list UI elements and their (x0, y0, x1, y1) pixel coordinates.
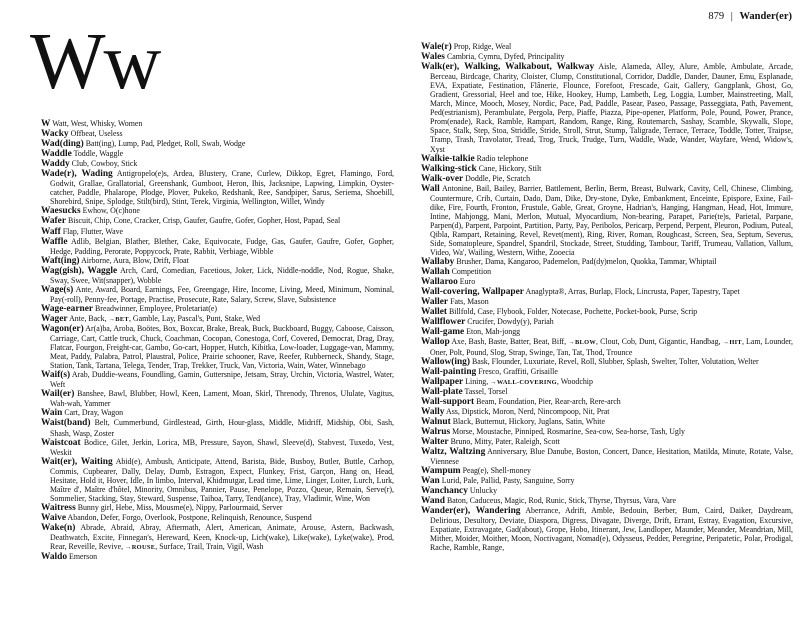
dictionary-entry (41, 216, 394, 226)
entry-body: Radio telephone (476, 153, 529, 163)
entry-body: Abid(e), Ambush, Anticipate, Attend, Barista, Bide, Busboy, Butler, Buttle, Carhop, Commis, Cupbearer, Dally, Delay, Dumb, Estragon, Expect, Flunkey, Frist, Garçon, Hang on, Head, Hesitate, Hold it, Hover, Idle, In limbo, Interval, Khidmutgar, Lead time, Lime, Linger, Loiter, Lurch, Lurk, Maître d', Maître d'hôtel, Minority, Omnibus, Pannier, Pause, Penelope, Pozzo, Queue, Remain, Serve(r), Sommelier, Stacking, Stay, Steward, Suspense, Taihoa, Tarry, Tend(ance), Tray, Vladimir, Wine, Won (50, 456, 394, 503)
dictionary-entry (421, 317, 793, 327)
entry-body: Lining, →WALL-COVERING, Woodchip (465, 376, 593, 386)
entry-body: Antigropelo(e)s, Ardea, Blustery, Crane, Curlew, Dikkop, Egret, Flamingo, Ford, Godwit, Grallae, Grallatorial, Greenshank, Gumboot, Heron, Ibis, Jacksnipe, Lapwing, Limpkin, Oyster-catcher, Paddle, Phalarope, Plodge, Plover, Pukeko, Redshank, Ree, Sandpiper, Sarus, Seriema, Shoebill, Shorebird, Snipe, Splodge, Stilt(bird), Stint, Terek, Virginia, Wellington, Willet, Windy (50, 169, 394, 207)
dictionary-entry (421, 377, 793, 387)
dictionary-entry (421, 357, 793, 367)
entry-body: Prop, Ridge, Weal (453, 42, 512, 51)
entry-body: Bask, Flounder, Luxuriate, Revel, Roll, Slubber, Splash, Swelter, Tolter, Volutation, Welter (471, 356, 759, 366)
dictionary-entry (41, 552, 394, 562)
entry-body: Arch, Card, Comedian, Facetious, Joker, Lick, Niddle-noddle, Nod, Rogue, Shake, Sway, Swee, Wit(snapper), Wobble (50, 265, 394, 285)
entry-body: Ar(a)ba, Aroba, Boötes, Box, Boxcar, Brake, Break, Buck, Buckboard, Buggy, Caboose, Caisson, Carriage, Cart, Cattle truck, Chuck, Coachman, Cocopan, Conestoga, Corf, Covered, Democrat, Drag, Dray, Flatcar, Fourgon, Freight-car, Gambo, Go-cart, Hopper, Hutch, Kibitka, Low-loader, Luggage-van, Mammy, Meat, Paddy, Palabra, Patrol, Plaustral, Police, Prairie schooner, Rave, Reefer, Rubberneck, Shandy, Stage, Station, Tank, Tartana, Telega, Tender, Trap, Trekker, Truck, Van, Victoria, Wain, Water, Winnebago (50, 323, 394, 371)
entry-body: Anniversary, Blue Danube, Boston, Concert, Dance, Hesitation, Matilda, Minute, Rotate, Valse, Viennese (430, 446, 793, 467)
entry-body: Bunny girl, Hebe, Miss, Mousme(e), Nippy, Parlourmaid, Server (77, 502, 283, 512)
dictionary-entry (421, 257, 793, 267)
entry-headword: Wander(er), Wandering (421, 506, 521, 517)
dictionary-entry (41, 523, 394, 552)
dictionary-entry (421, 267, 793, 277)
entry-headword: Wale(r) (421, 42, 452, 52)
dictionary-entry (421, 184, 793, 257)
dictionary-entry (421, 506, 793, 552)
entry-headword: Wain (41, 408, 63, 419)
dictionary-entry (41, 503, 394, 513)
entry-headword: Walkie-talkie (421, 153, 475, 164)
entry-body: Abandon, Defer, Forgo, Overlook, Postpone, Relinquish, Renounce, Suspend (67, 512, 312, 522)
entry-headword: Wagon(er) (41, 323, 84, 334)
entry-body: Biscuit, Chip, Cone, Cracker, Crisp, Gaufer, Gaufre, Gofer, Gopher, Host, Papad, Seal (67, 216, 341, 226)
dictionary-entry (421, 427, 793, 437)
dictionary-entry (421, 486, 793, 496)
entry-headword: Wally (421, 406, 445, 417)
dictionary-entry (421, 62, 793, 153)
entry-headword: Wager (41, 313, 68, 324)
entry-body: Competition (451, 267, 492, 277)
dictionary-entry (421, 52, 793, 62)
entry-headword: Wallop (421, 337, 450, 348)
dictionary-entry (41, 227, 394, 237)
dictionary-entry (41, 324, 394, 370)
entry-body: Belt, Cummerbund, Girdlestead, Girth, Hour-glass, Middle, Midriff, Midship, Obi, Sash, Shash, Wasp, Zoster (50, 418, 394, 438)
dictionary-entry (41, 266, 394, 285)
entry-body: Cambria, Cymru, Dyfed, Principality (446, 52, 565, 62)
entry-body: Offbeat, Useless (70, 129, 123, 139)
entry-headword: Waistcoat (41, 437, 81, 448)
entry-headword: Wallaby (421, 257, 455, 268)
left-column (41, 119, 394, 562)
entry-body: Cane, Hickory, Stilt (478, 163, 542, 173)
entry-body: Axe, Bash, Baste, Batter, Beat, Biff, →BLOW, Clout, Cob, Dunt, Gigantic, Handbag, →HIT, Lam, Lounder, Oner, Polt, Pound, Slog, Strap, Swinge, Tan, Tat, Thod, Trounce (430, 337, 793, 357)
dictionary-entry (41, 408, 394, 418)
entry-body: Bruno, Mitty, Pater, Raleigh, Scott (450, 436, 560, 446)
entry-body: Cart, Dray, Wagon (64, 408, 124, 418)
entry-headword: Wall-plate (421, 386, 463, 397)
header-separator: | (730, 11, 733, 22)
entry-headword: Wand (421, 496, 445, 507)
entry-body: Flap, Flutter, Wave (62, 226, 124, 236)
cross-reference: →WALL-COVERING (490, 378, 557, 386)
entry-body: Billfold, Case, Flybook, Folder, Notecase, Pochette, Pocket-book, Purse, Scrip (449, 307, 698, 317)
entry-body: Doddle, Pie, Scratch (465, 173, 531, 183)
entry-body: Aisle, Alameda, Alley, Alure, Amble, Ambulate, Arcade, Berceau, Birdcage, Charity, Cloister, Clump, Constitutional, Corridor, Daddle, Dander, Dauner, Emu, Esplanade, EVA, Expatiate, Festination, Flânerie, Flounce, Forefoot, Frescade, Gait, Gallery, Gangplank, Ghost, Go, Gradient, Gressorial, Heel and toe, Hike, Hookey, Hump, Lambeth, Leg, Loggia, Lumber, Mainstreeting, Mall, March, Mince, Mooch, Mosey, Nordic, Pace, Pad, Paddle, Pasear, Paseo, Passage, Passeggiata, Path, Pavement, Ped(estrianism), Perambulate, Pergola, Perp, Piaffe, Piazza, Pipe-opener, Platform, Pole, Pound, Power, Prance, Prom(enade), Rack, Ramble, Rampart, Random, Range, Ring, Routemarch, Sashay, Scamble, Skywalk, Slope, Space, Stalk, Step, Stoa, Striddle, Stride, Stroll, Strut, Stump, Taligrade, Terrace, Terrace, Toddle, Totter, Traipse, Tramp, Trash, Travolator, Tread, Trog, Truck, Trudge, Turn, Waddle, Wade, Wander, Wayfare, Wend, Widow's, Xyst (430, 62, 793, 154)
dictionary-entry (41, 169, 394, 206)
entry-body: Club, Cowboy, Stick (71, 159, 138, 169)
dictionary-entry (421, 307, 793, 317)
entry-headword: Waist(band) (41, 418, 91, 429)
entry-body: Tassel, Torsel (464, 386, 508, 396)
dictionary-entry (421, 277, 793, 287)
entry-body: Black, Butternut, Hickory, Juglans, Satin, White (452, 416, 605, 426)
entry-headword: Walter (421, 436, 449, 447)
entry-headword: Walrus (421, 426, 451, 437)
entry-body: Airborne, Aura, Blow, Drift, Float (81, 255, 189, 265)
entry-headword: Walnut (421, 416, 451, 427)
dictionary-entry (41, 370, 394, 389)
entry-body: Anaglypta®, Arras, Burlap, Flock, Lincrusta, Paper, Tapestry, Tapet (525, 287, 740, 297)
dictionary-entry (421, 154, 793, 164)
entry-headword: Waif(s) (41, 370, 71, 381)
dictionary-entry (421, 297, 793, 307)
entry-body: Ewhow, O(c)hone (82, 206, 140, 216)
entry-body: Ass, Dipstick, Moron, Nerd, Nincompoop, Nit, Prat (446, 406, 610, 416)
entry-headword: Wake(n) (41, 522, 76, 533)
entry-headword: Wad(ding) (41, 139, 84, 150)
entry-body: Toddle, Waggle (73, 149, 124, 159)
entry-headword: Wanchancy (421, 486, 468, 497)
entry-headword: Wag(gish), Waggle (41, 265, 118, 276)
entry-headword: Waft(ing) (41, 255, 80, 266)
dictionary-entry (41, 119, 394, 129)
dictionary-entry (41, 304, 394, 314)
right-column (421, 42, 793, 552)
entry-body: Ante, Award, Board, Earnings, Fee, Greengage, Hire, Income, Living, Meed, Minimum, Nominal, Pay(-roll), Penny-fee, Portage, Practise, Prosecute, Rate, Salary, Screw, Slave, Subsistence (50, 284, 394, 304)
entry-headword: Wacky (41, 129, 69, 140)
entry-body: Aberrance, Adrift, Amble, Bedouin, Berber, Bum, Caird, Daiker, Daydream, Delirious, Desultory, Deviate, Diaspora, Digress, Divagate, Diverge, Drift, Errant, Estray, Evagation, Excursive, Expatiate, Extravagate, Gad(about), Grope, Hobo, Itinerant, Jew, Landloper, Maunder, Meander, Meandrian, Mill, Mither, Moider, Moither, Moon, Noctivagant, Nomad(e), Odysseus, Pedder, Peregrine, Peripatetic, Polar, Prodigal, Rache, Ramble, Range, (430, 506, 793, 553)
entry-body: Arab, Duddie-weans, Foundling, Gamin, Guttersnipe, Jetsam, Stray, Urchin, Victoria, Wastrel, Water, Weft (50, 370, 394, 390)
entry-body: Antonine, Bail, Bailey, Barrier, Battlement, Berlin, Berm, Breast, Bulwark, Cavity, Cell, Chinese, Climbing, Countermure, Crib, Curtain, Dado, Dam, Dike, Dry-stone, Dyke, Embankment, Enceinte, Epispore, Exine, Fail-dike, Fire, Fourth, Fronton, Frustule, Gable, Great, Groyne, Hadrian's, Hanging, Hangman, Head, Hot, Immure, Intine, Mahjongg, Mani, Merlon, Mutual, Myocardium, Non-bearing, Parapet, Parie(te)s, Parietal, Parpane, Parpen(d), Parpent, Parpoint, Partition, Party, Pay, Peribolos, Pericarp, Perpend, Perpent, Pleuron, Podium, Puteal, Qibla, Rampart, Retaining, Revel, Revet(ment), Ring, River, Roman, Roughcast, Screen, Sea, Septum, Severus, Side, Somatopleure, Spandrel, Spandril, Stockade, Street, Studding, Tambour, Tariff, Trumeau, Vallation, Vallum, Video, Wa', Wailing, Western, Withe, Zooecia (430, 183, 793, 258)
entry-headword: Waldo (41, 552, 68, 563)
dictionary-entry (421, 476, 793, 486)
entry-headword: Wall-game (421, 327, 465, 338)
entry-body: Beam, Foundation, Pier, Rear-arch, Rere-arch (476, 396, 621, 406)
dictionary-entry (41, 438, 394, 457)
cross-reference: →HIT (722, 339, 742, 347)
entry-headword: Wallah (421, 267, 450, 278)
entry-headword: Wall-covering, Wallpaper (421, 287, 524, 298)
running-header (708, 11, 792, 22)
entry-headword: Walking-stick (421, 163, 477, 174)
entry-headword: Wallpaper (421, 376, 464, 387)
cross-reference: →BLOW (568, 339, 597, 347)
cross-reference: →BET (108, 315, 129, 323)
dictionary-entry (41, 129, 394, 139)
dictionary-entry (421, 387, 793, 397)
entry-headword: Walk-over (421, 173, 464, 184)
entry-headword: Waesucks (41, 206, 81, 217)
dictionary-entry (421, 42, 793, 52)
dictionary-entry (421, 407, 793, 417)
entry-headword: Wall-support (421, 396, 475, 407)
section-letter: Ww (30, 18, 160, 106)
entry-body: Watt, West, Whisky, Women (52, 119, 143, 128)
entry-body: Abrade, Abraid, Abray, Aftermath, Alert, American, Animate, Arouse, Astern, Backwash, Deathwatch, Excite, Finnegan's, Hereward, Keen, Knock-up, Lich(wake), Like(wake), Lyke(wake), Prod, Rear, Reveille, Revive, →ROUSE, Surface, Trail, Train, Vigil, Wash (50, 522, 394, 552)
entry-headword: Wall (421, 183, 440, 194)
entry-headword: Wallow(ing) (421, 356, 470, 367)
dictionary-entry (41, 149, 394, 159)
dictionary-entry (421, 164, 793, 174)
dictionary-entry (41, 389, 394, 408)
entry-headword: Wampum (421, 466, 461, 477)
entry-body: Morse, Moustache, Pinniped, Rosmarine, Sea-cow, Sea-horse, Tash, Ugly (452, 426, 686, 436)
entry-headword: Wafer (41, 216, 66, 227)
entry-headword: Wait(er), Waiting (41, 456, 113, 467)
entry-headword: Wan (421, 476, 440, 487)
entry-body: Batt(ing), Lump, Pad, Pledget, Roll, Swab, Wodge (85, 139, 246, 149)
entry-body: Brusher, Dama, Kangaroo, Pademelon, Pad(dy)melon, Quokka, Tammar, Whiptail (456, 257, 717, 267)
dictionary-entry (421, 447, 793, 466)
entry-body: Crucifer, Dowdy(y), Pariah (467, 317, 554, 327)
dictionary-entry (41, 237, 394, 256)
entry-body: Adlib, Belgian, Blather, Blether, Cake, Equivocate, Fudge, Gas, Gaufer, Gaufre, Gofer, Gopher, Hedge, Padding, Perorate, Poppycock, Prate, Rabbit, Verbiage, Wibble (50, 236, 394, 256)
entry-body: Fresco, Graffiti, Grisaille (478, 366, 558, 376)
entry-body: Unlucky (469, 486, 498, 496)
dictionary-entry (41, 513, 394, 523)
dictionary-entry (41, 256, 394, 266)
entry-headword: Wales (421, 52, 445, 63)
entry-body: Lurid, Pale, Pallid, Pasty, Sanguine, Sorry (441, 476, 575, 486)
entry-headword: Waitress (41, 502, 76, 513)
dictionary-entry (41, 457, 394, 503)
entry-body: Banshee, Bawl, Blubber, Howl, Keen, Lament, Moan, Skirl, Threnody, Threnos, Ululate, Vagitus, Wah-wah, Yammer (50, 389, 394, 409)
dictionary-entry (421, 327, 793, 337)
entry-body: Baton, Caduceus, Magic, Rod, Runic, Stick, Thyrse, Thyrsus, Vara, Vare (446, 496, 677, 506)
entry-body: Ante, Back, →BET, Gamble, Lay, Pascal's, Punt, Stake, Wed (69, 313, 261, 323)
running-head: Wander(er) (739, 11, 792, 22)
dictionary-entry (41, 285, 394, 304)
dictionary-entry (421, 174, 793, 184)
entry-headword: Waive (41, 512, 66, 523)
dictionary-entry (41, 314, 394, 324)
entry-body: Eton, Mah-jongg (466, 327, 521, 337)
cross-reference: →ROUSE (125, 544, 156, 552)
entry-headword: Wage-earner (41, 303, 94, 314)
entry-headword: Walk(er), Walking, Walkabout, Walkway (421, 62, 595, 73)
entry-body: Euro (459, 277, 476, 287)
page-number: 879 (708, 11, 725, 22)
entry-headword: Waltz, Waltzing (421, 446, 486, 457)
entry-headword: Waddle (41, 149, 72, 160)
entry-body: Bodice, Gilet, Jerkin, Lorica, MB, Pressure, Sayon, Shawl, Sleeve(d), Stabvest, Tuxedo, Vest, Weskit (50, 437, 394, 457)
dictionary-entry (41, 206, 394, 216)
dictionary-entry (421, 367, 793, 377)
dictionary-entry (421, 337, 793, 356)
entry-headword: Wade(r), Wading (41, 169, 113, 180)
dictionary-entry (421, 287, 793, 297)
entry-headword: Waffle (41, 236, 68, 247)
entry-headword: Wallaroo (421, 277, 458, 288)
dictionary-entry (41, 159, 394, 169)
dictionary-entry (421, 417, 793, 427)
entry-body: Fats, Mason (450, 297, 489, 307)
entry-body: Emerson (69, 552, 98, 562)
entry-headword: Wall-painting (421, 366, 477, 377)
dictionary-entry (421, 496, 793, 506)
entry-headword: Wallflower (421, 317, 466, 328)
entry-headword: Wage(s) (41, 284, 74, 295)
entry-headword: Waller (421, 297, 449, 308)
entry-headword: Wail(er) (41, 389, 75, 400)
entry-body: Breadwinner, Employee, Proletariat(e) (95, 303, 217, 313)
entry-headword: W (41, 119, 51, 129)
entry-headword: Wallet (421, 307, 448, 318)
dictionary-entry (41, 418, 394, 437)
entry-body: Peag(e), Shell-money (462, 466, 531, 476)
dictionary-entry (421, 397, 793, 407)
dictionary-entry (41, 139, 394, 149)
entry-headword: Waddy (41, 159, 70, 170)
dictionary-entry (421, 437, 793, 447)
dictionary-entry (421, 466, 793, 476)
entry-headword: Waff (41, 226, 61, 237)
